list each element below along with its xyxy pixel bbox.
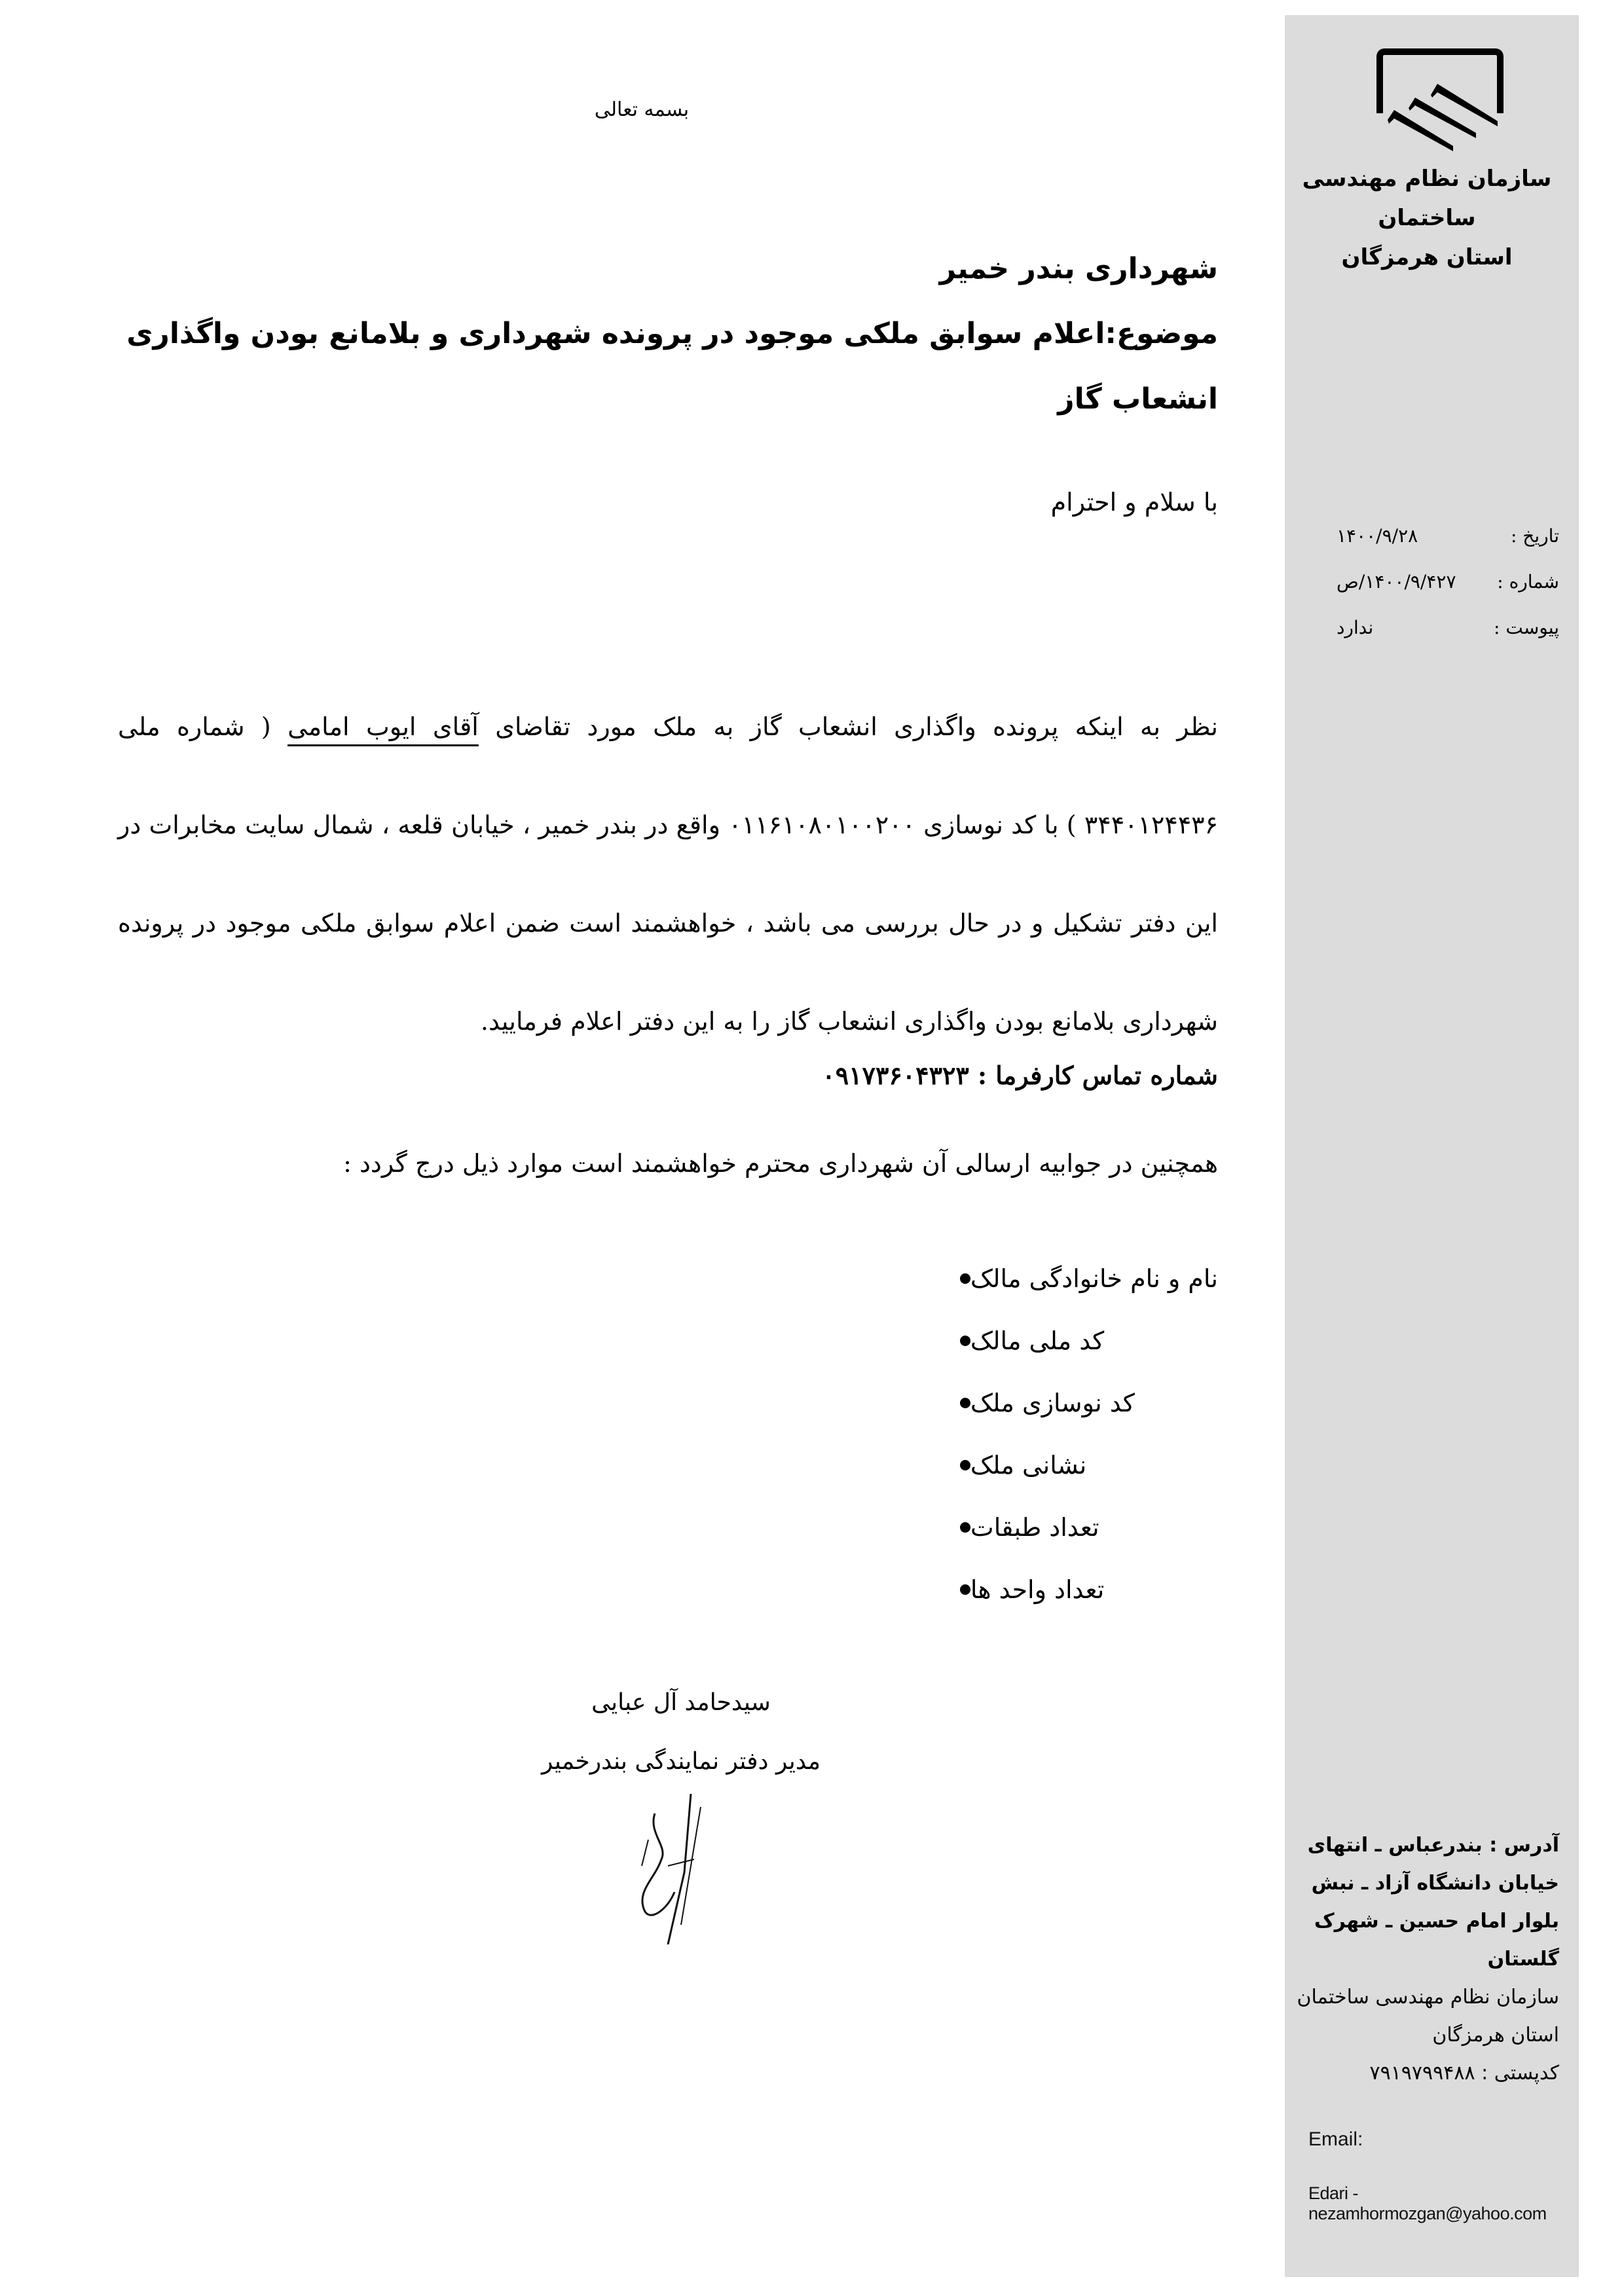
list-item	[929, 1309, 1218, 1372]
list-item-text: نام و نام خانوادگی مالک	[970, 1264, 1218, 1293]
meta-number-row	[1284, 558, 1559, 604]
body-text-part2: ( شماره ملی ۳۴۴۰۱۲۴۴۳۶ ) با کد نوسازی ۰۱۱۶۱۰۸۰۱۰۰۲۰۰ واقع در بندر خمیر ، خیابان قلعه ، شمال سایت مخابرات در این دفتر تشکیل و در حال بررسی می باشد ، خواهشمند است ضمن اعلام سوابق ملکی موجود در پرونده شهرداری بلامانع بودن واگذاری انشعاب گاز را به این دفتر اعلام فرمایید.	[118, 712, 1218, 1036]
list-item	[929, 1247, 1218, 1309]
letter-meta	[1284, 513, 1559, 650]
organization-name-line1: سازمان نظام مهندسی ساختمان	[1302, 166, 1552, 231]
required-items-list	[929, 1247, 1218, 1620]
organization-name-line2: استان هرمزگان	[1341, 244, 1513, 270]
address-line: استان هرمزگان	[1432, 2024, 1559, 2047]
meta-attachment-label: پیوست :	[1494, 616, 1559, 638]
meta-attachment-row	[1284, 604, 1559, 650]
list-item-text: نشانی ملک	[970, 1450, 1087, 1480]
list-item-text: کد نوسازی ملک	[970, 1388, 1135, 1417]
body-text-part1: نظر به اینکه پرونده واگذاری انشعاب گاز به ملک مورد تقاضای	[478, 712, 1218, 741]
letter-body	[118, 678, 1218, 1070]
email-address[interactable]: Edari - nezamhormozgan@yahoo.com	[1308, 2183, 1547, 2223]
bullet-icon	[960, 1273, 970, 1284]
client-contact-number: شماره تماس کارفرما : ۰۹۱۷۳۶۰۴۳۲۳	[822, 1061, 1218, 1090]
list-item-text: کد ملی مالک	[970, 1326, 1105, 1355]
list-item-text: تعداد واحد ها	[970, 1575, 1105, 1604]
list-item	[929, 1558, 1218, 1620]
request-intro: همچنین در جوابیه ارسالی آن شهرداری محترم خواهشمند است موارد ذیل درج گردد :	[343, 1149, 1218, 1178]
meta-number-value: ۱۴۰۰/۹/۴۲۷/ص	[1337, 570, 1456, 592]
address-block	[1284, 1827, 1559, 2092]
bullet-icon	[960, 1398, 970, 1408]
meta-date-label: تاریخ :	[1510, 524, 1559, 547]
letterhead-sidebar	[1285, 15, 1579, 2277]
applicant-name: آقای ایوب امامی	[287, 712, 479, 741]
bullet-icon	[960, 1336, 970, 1346]
meta-number-label: شماره :	[1497, 570, 1559, 592]
signature-icon	[629, 1794, 733, 1944]
address-line: سازمان نظام مهندسی ساختمان	[1297, 1986, 1559, 2009]
address-line: گلستان	[1487, 1948, 1559, 1971]
address-line: خیابان دانشگاه آزاد ـ نبش	[1311, 1872, 1559, 1895]
meta-date-value: ۱۴۰۰/۹/۲۸	[1337, 524, 1418, 547]
email-label: Email:	[1308, 2128, 1363, 2150]
meta-attachment-value: ندارد	[1337, 616, 1374, 638]
postal-code: کدپستی : ۷۹۱۹۷۹۹۴۸۸	[1369, 2062, 1559, 2085]
list-item	[929, 1372, 1218, 1434]
organization-name	[1283, 159, 1571, 277]
engineering-organization-logo-icon	[1375, 48, 1505, 153]
subject-line: موضوع:اعلام سوابق ملکی موجود در پرونده شهرداری و بلامانع بودن واگذاری انشعاب گاز	[126, 317, 1218, 416]
signatory-title: مدیر دفتر نمایندگی بندرخمیر	[541, 1748, 821, 1775]
recipient: شهرداری بندر خمیر	[939, 252, 1218, 285]
meta-date-row	[1284, 513, 1559, 558]
list-item	[929, 1496, 1218, 1558]
bullet-icon	[960, 1522, 970, 1533]
list-item-text: تعداد طبقات	[970, 1512, 1099, 1542]
bullet-icon	[960, 1584, 970, 1595]
greeting: با سلام و احترام	[1050, 488, 1218, 517]
address-line: آدرس : بندرعباس ـ انتهای	[1307, 1834, 1559, 1857]
bullet-icon	[960, 1460, 970, 1470]
list-item	[929, 1434, 1218, 1496]
address-line: بلوار امام حسین ـ شهرک	[1314, 1910, 1559, 1933]
invocation-heading: بسمه تعالی	[594, 98, 690, 121]
signatory-name: سیدحامد آل عبایی	[591, 1689, 771, 1716]
